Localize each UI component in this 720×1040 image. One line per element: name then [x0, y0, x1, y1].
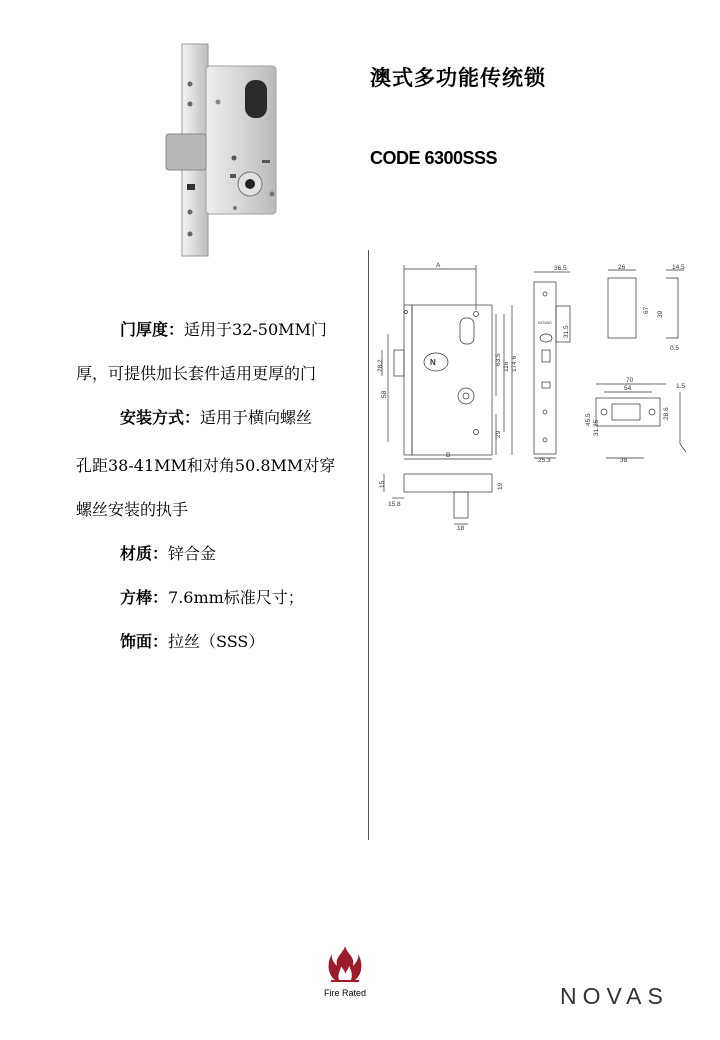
spec-label: 方棒：: [120, 588, 169, 607]
dim-label: 63.5: [495, 353, 502, 366]
fire-rated-label: Fire Rated: [323, 988, 367, 998]
spec-label: 门厚度：: [120, 320, 185, 339]
dim-label: 39: [657, 310, 664, 318]
spec-label: 安装方式：: [120, 408, 201, 427]
dim-label: 19: [497, 482, 504, 490]
dim-label: 14.5: [672, 264, 685, 271]
dim-label: 54: [624, 385, 632, 392]
spec-value: 孔距38-41MM和对角50.8MM对穿: [76, 456, 336, 475]
dim-label: 31.5: [563, 325, 570, 338]
dim-label: 15: [379, 480, 386, 488]
spec-line: [120, 532, 216, 576]
dim-label: 36.5: [554, 265, 567, 272]
brand-logo: NOVAS: [560, 983, 669, 1009]
dim-label: 58: [381, 390, 388, 398]
spec-line: [120, 396, 312, 440]
dim-label: 28.2: [377, 359, 384, 372]
dim-label: 45.5: [585, 413, 592, 426]
spec-label: 材质：: [120, 544, 169, 563]
spec-line: [76, 444, 335, 488]
dim-label: 29: [495, 430, 502, 438]
spec-value: 7.6mm标准尺寸；: [168, 588, 304, 607]
spec-value: 适用于横向螺丝: [200, 408, 313, 427]
dim-label: 15.8: [388, 501, 401, 508]
spec-line: [76, 352, 316, 396]
spec-line: [120, 576, 304, 620]
spec-label: 饰面：: [120, 632, 169, 651]
spec-line: [120, 620, 264, 664]
spec-line: [120, 308, 327, 352]
dim-label: B: [446, 452, 451, 459]
dim-label: 0.5: [670, 345, 680, 352]
spec-value: 适用于32-50MM门: [184, 320, 327, 339]
fire-rated-badge: [310, 944, 380, 1004]
product-title: 澳式多功能传统锁: [370, 65, 546, 90]
svg-text:N: N: [430, 358, 436, 367]
dim-label: A: [436, 262, 441, 269]
spec-value: 厚，可提供加长套件适用更厚的门: [76, 364, 317, 383]
dim-label: 1.5: [676, 383, 686, 390]
dim-label: 174.6: [511, 355, 518, 372]
dim-label: 25.3: [538, 457, 551, 464]
forend-text: NOVAS: [538, 320, 552, 325]
spec-value: 拉丝（SSS）: [168, 632, 265, 651]
dim-label: 31.25: [593, 419, 600, 436]
spec-line: [76, 488, 188, 532]
spec-value: 螺丝安装的执手: [76, 500, 189, 519]
dim-label: 116: [503, 361, 510, 372]
flame-icon: [325, 944, 365, 984]
vertical-divider: [368, 250, 369, 840]
spec-value: 锌合金: [168, 544, 217, 563]
dim-label: 28.6: [663, 407, 670, 420]
dim-label: 70: [626, 377, 634, 384]
dim-label: 18: [457, 525, 465, 532]
lock-photo: [160, 42, 290, 260]
dim-label: 67: [643, 306, 650, 314]
product-code: CODE 6300SSS: [370, 148, 498, 168]
dim-label: 38: [620, 457, 628, 464]
technical-drawing: [374, 262, 700, 532]
dim-label: 26: [618, 264, 626, 271]
